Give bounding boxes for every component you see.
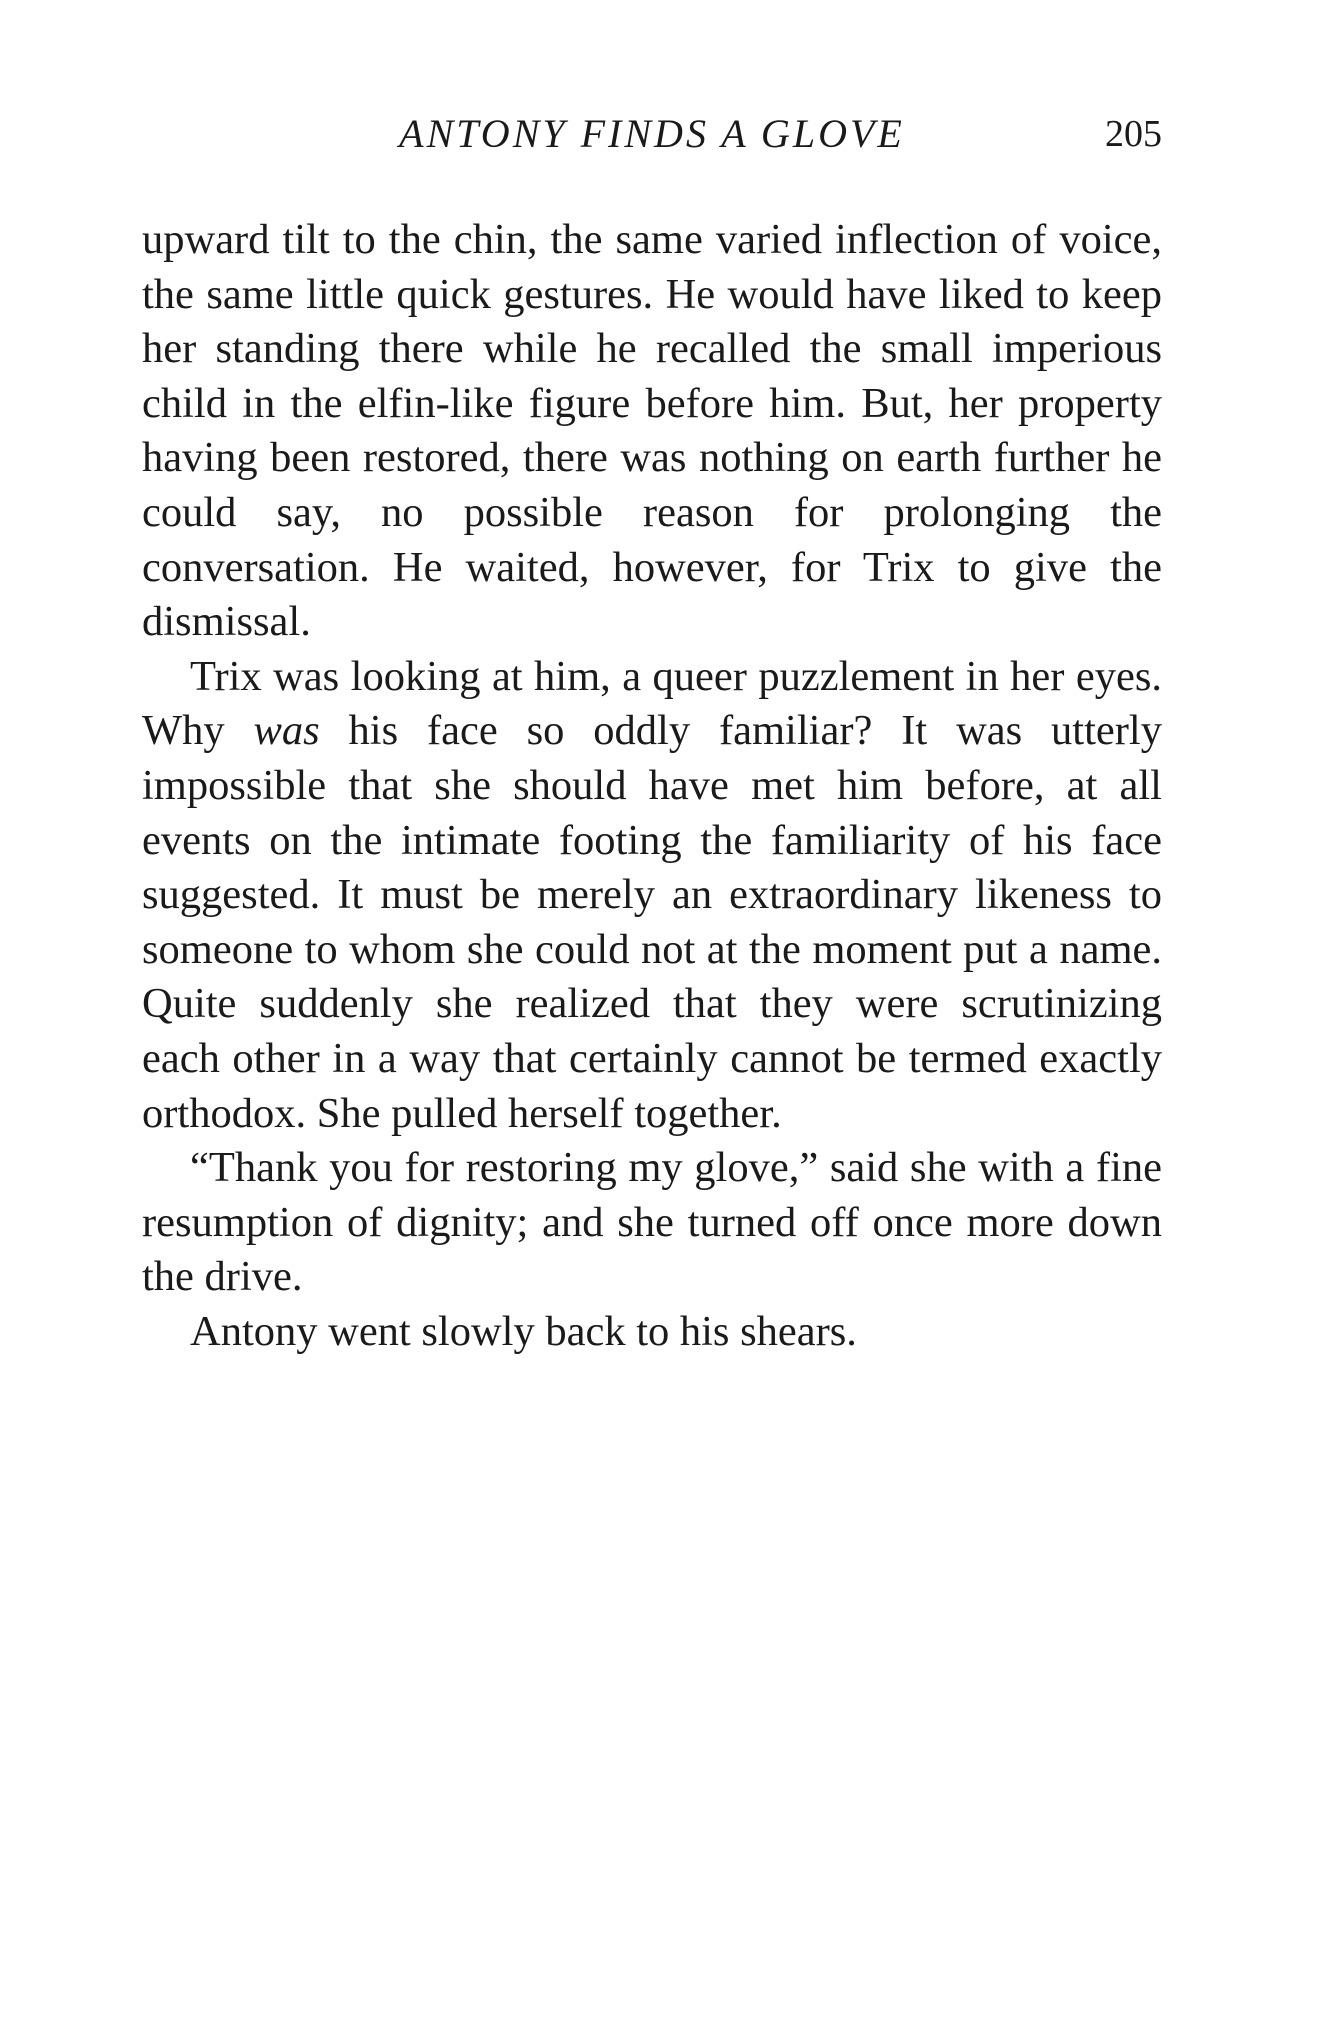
body-text: [142, 213, 1162, 1359]
paragraph-text: upward tilt to the chin, the same varied inflection of voice, the same little quick gestures. He would have liked to keep her standing there while he recalled the small imperious child in the elfin-like figure before him. But, her property having been restored, there was nothing on earth further he could say, no possible reason for prolonging the conversation. He waited, however, for Trix to give the dismissal.: [142, 216, 1162, 646]
paragraph-text: his face so oddly familiar? It was utterly impossible that she should have met him before, at all events on the intimate footing the familiarity of his face suggested. It must be merely an extraordinary likeness to someone to whom she could not at the moment put a name. Quite suddenly she realized that they were scrutinizing each other in a way that certainly cannot be termed exactly orthodox. She pulled herself together.: [142, 707, 1162, 1137]
paragraph-text: “Thank you for restoring my glove,” said she with a fine resumption of dignity; and she turned off once more down the drive.: [142, 1144, 1162, 1301]
page-number: 205: [1105, 113, 1162, 155]
running-title: ANTONY FINDS A GLOVE: [399, 111, 905, 156]
paragraph: [142, 650, 1162, 1141]
paragraph-text: Antony went slowly back to his shears.: [190, 1307, 857, 1355]
paragraph: [142, 213, 1162, 650]
paragraph: [142, 1141, 1162, 1305]
running-head: [142, 104, 1162, 164]
paragraph: [142, 1305, 1162, 1360]
paragraph-text: Trix was looking at him, a queer puzzlement in her eyes. Why: [142, 652, 1162, 755]
emphasis-text: was: [253, 707, 320, 755]
